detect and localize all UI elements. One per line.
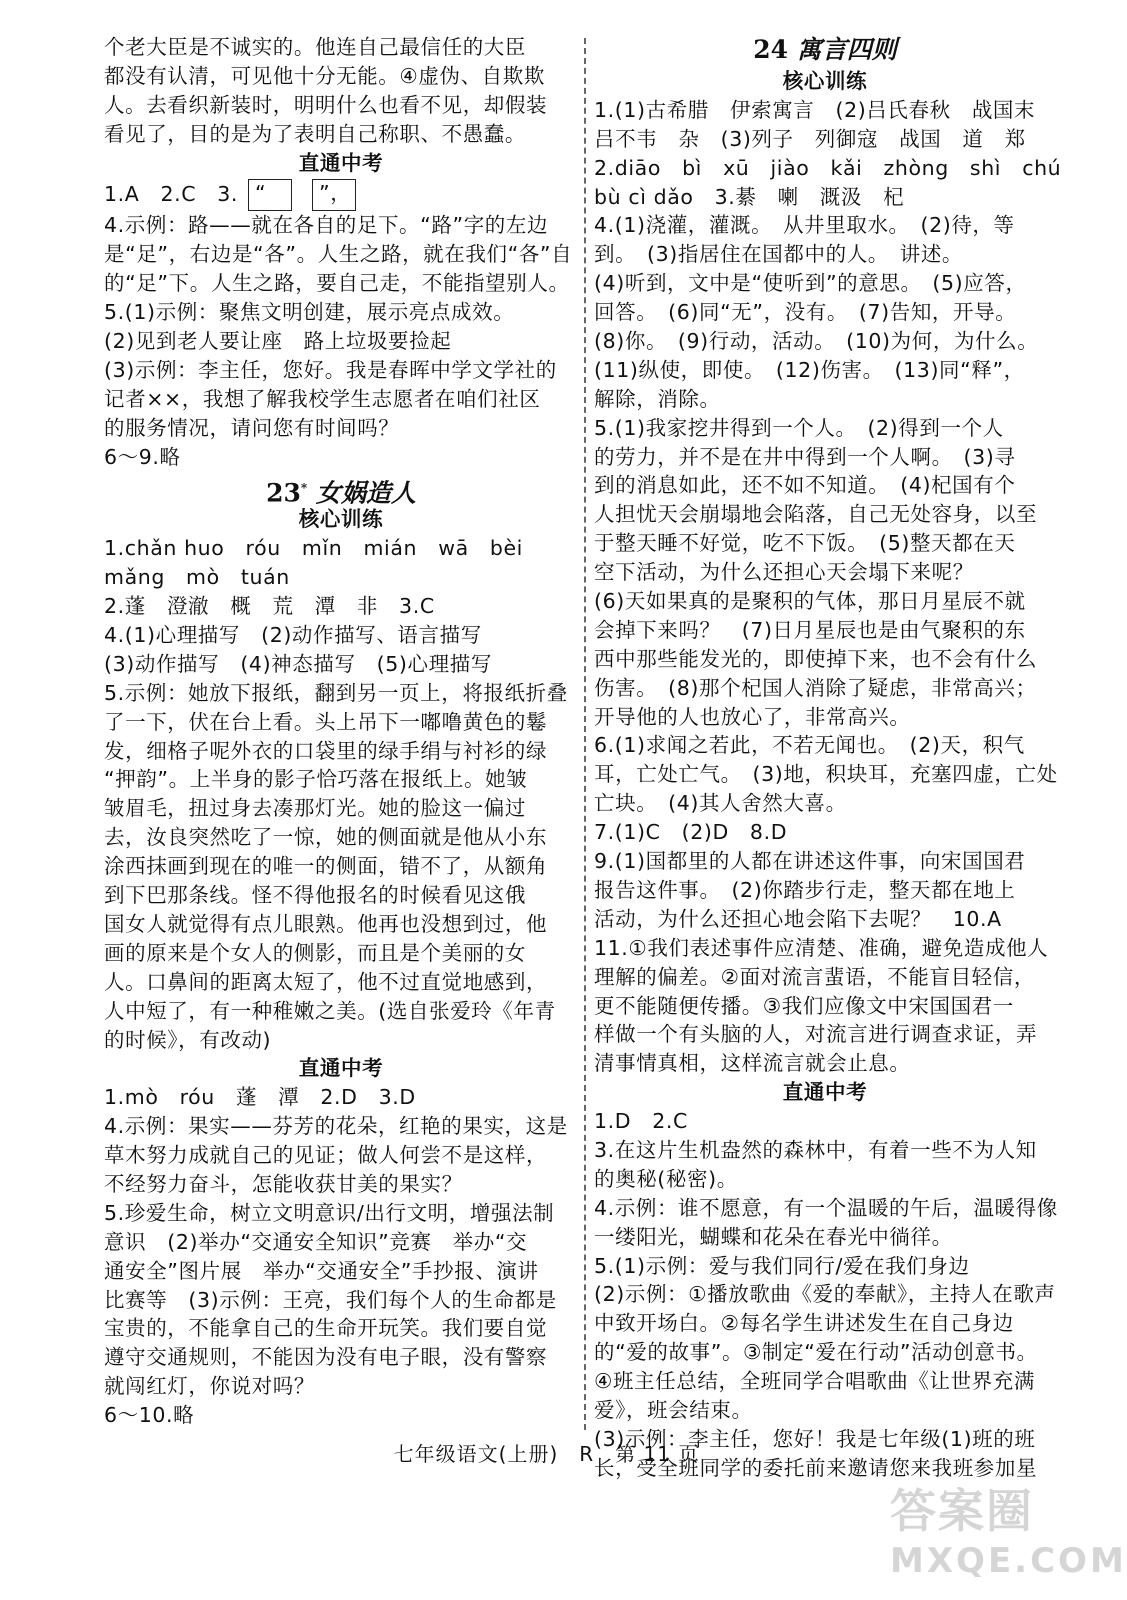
lesson-number: 24 — [753, 35, 789, 64]
text-line: 画的原来是个女人的侧影，而且是个美丽的女 — [104, 940, 526, 965]
answer-text: 1.A 2.C 3. — [104, 182, 239, 207]
text-line: 4.示例：谁不愿意，有一个温暖的午后，温暖得像 — [594, 1195, 1058, 1220]
text-line: 伤害。 (8)那个杞国人消除了疑虑，非常高兴； — [594, 675, 1037, 700]
text-line: 不经努力奋斗，怎能收获甘美的果实？ — [104, 1171, 463, 1196]
text-line: 1.D 2.C — [594, 1109, 688, 1134]
lesson-name: 寓言四则 — [796, 35, 897, 64]
watermark-title: 答案圈 — [890, 1484, 1034, 1538]
section-heading: 核心训练 — [782, 69, 868, 93]
text-line: 样做一个有头脑的人，对流言进行调查求证，弄 — [594, 1022, 1038, 1047]
text-line: 中致开场白。②每名学生讲述发生在自己身边 — [594, 1311, 1014, 1336]
text-line: (3)动作描写 (4)神态描写 (5)心理描写 — [104, 651, 492, 676]
text-line: (3)示例：李主任，您好！我是七年级(1)班的班 — [594, 1426, 1036, 1451]
text-line: 5.(1)示例：聚焦文明创建，展示亮点成效。 — [104, 300, 515, 325]
text-line: 记者××，我想了解我校学生志愿者在咱们社区 — [104, 386, 541, 411]
text-line: 4.(1)心理描写 (2)动作描写、语言描写 — [104, 623, 482, 648]
text-line: 回答。 (6)同“无”，没有。 (7)告知，开导。 — [594, 300, 1017, 325]
text-line: 1.chǎn huo róu mǐn mián wā bèi — [104, 536, 523, 561]
punctuation-box: ”， — [312, 179, 356, 211]
text-line: 9.(1)国都里的人都在讲述这件事，向宋国国君 — [594, 849, 1026, 874]
section-heading: 直通中考 — [782, 1080, 868, 1105]
text-line: 是“足”，右边是“各”。人生之路，就在我们“各”自 — [104, 242, 573, 267]
text-line: 亡块。 (4)其人舍然大喜。 — [594, 791, 847, 816]
text-line: 4.示例：路——就在各自的足下。“路”字的左边 — [104, 213, 549, 238]
text-line: 草木努力成就自己的见证；做人何尝不是这样， — [104, 1143, 548, 1168]
text-line: 4.(1)浇灌，灌溉。 从井里取水。 (2)待，等 — [594, 213, 1015, 238]
text-line: 的服务情况，请问您有时间吗？ — [104, 415, 400, 440]
text-line: 一缕阳光，蝴蝶和花朵在春光中徜徉。 — [594, 1224, 953, 1249]
text-line: (11)纵使，即使。 (12)伤害。 (13)同“释”， — [594, 357, 1025, 382]
text-line: 的劳力，并不是在井中得到一个人啊。 (3)寻 — [594, 444, 1016, 469]
text-line: 4.示例：果实——芬芳的花朵，红艳的果实，这是 — [104, 1114, 568, 1139]
lesson-title — [104, 471, 578, 508]
text-line: 都没有认清，可见他十分无能。④虚伪、自欺欺 — [104, 63, 545, 88]
text-line: (2)示例：①播放歌曲《爱的奉献》，主持人在歌声 — [594, 1282, 1056, 1307]
text-line: “押韵”。上半身的影子恰巧落在报纸上。她皱 — [104, 767, 528, 792]
text-line: 耳，亡处亡气。 (3)地，积块耳，充塞四虚，亡处 — [594, 762, 1058, 787]
text-line: mǎng mò tuán — [104, 565, 290, 590]
column-divider — [584, 38, 586, 1430]
text-line: (3)示例：李主任，您好。我是春晖中学文学社的 — [104, 357, 557, 382]
text-line: 皱眉毛，扭过身去凑那灯光。她的脸这一偏过 — [104, 796, 526, 821]
text-line: ④班主任总结，全班同学合唱歌曲《让世界充满 — [594, 1369, 1035, 1394]
text-line: 了一下，伏在台上看。头上吊下一嘟噜黄色的鬈 — [104, 709, 548, 734]
text-line: 的奥秘(秘密)。 — [594, 1166, 738, 1191]
text-line: 的“爱的故事”。③制定“爱在行动”活动创意书。 — [594, 1340, 1038, 1365]
text-line: (2)见到老人要让座 路上垃圾要捡起 — [104, 329, 452, 354]
text-line: 1.(1)古希腊 伊索寓言 (2)吕氏春秋 战国末 — [594, 97, 1036, 122]
section-heading: 直通中考 — [298, 1056, 384, 1081]
text-line: 3.在这片生机盎然的森林中，有着一些不为人知 — [594, 1137, 1037, 1162]
text-line: (8)你。 (9)行动，活动。 (10)为何，为什么。 — [594, 329, 1039, 354]
text-line: 5.(1)示例：爱与我们同行/爱在我们身边 — [594, 1253, 970, 1278]
text-line: 看见了，目的是为了表明自己称职、不愚蠢。 — [104, 121, 526, 146]
section-heading: 核心训练 — [298, 507, 384, 532]
text-line: 7.(1)C (2)D 8.D — [594, 820, 788, 845]
text-line: 报告这件事。 (2)你踏步行走，整天都在地上 — [594, 877, 1016, 902]
text-line: 清事情真相，这样流言就会止息。 — [594, 1051, 911, 1076]
text-line: 理解的偏差。②面对流言蜚语，不能盲目轻信， — [594, 964, 1035, 989]
lesson-name: 女娲造人 — [315, 478, 416, 508]
text-line: 6.(1)求闻之若此，不若无闻也。 (2)天，积气 — [594, 733, 1025, 758]
text-line: 于整天睡不好觉，吃不下饭。 (5)整天都在天 — [594, 531, 1016, 556]
text-line: 遵守交通规则，不能因为没有电子眼，没有警察 — [104, 1345, 548, 1370]
text-line: 到下巴那条线。怪不得他报名的时候看见这俄 — [104, 883, 526, 908]
text-line: 解除，消除。 — [594, 386, 721, 411]
punctuation-box: “ — [248, 179, 292, 211]
left-column — [104, 33, 578, 1430]
text-line: 会掉下来吗？ (7)日月星辰也是由气聚积的东 — [594, 617, 1026, 642]
text-line: 6～10.略 — [104, 1403, 195, 1428]
lesson-number: 23 — [266, 478, 301, 508]
text-line: (4)听到，文中是“使听到”的意思。 (5)应答， — [594, 271, 1027, 296]
text-line: 人担忧天会崩塌地会陷落，自己无处容身，以至 — [594, 502, 1038, 527]
watermark-url: MXQE.COM — [890, 1541, 1127, 1581]
text-line: 个老大臣是不诚实的。他连自己最信任的大臣 — [104, 35, 526, 59]
text-line: 意识 (2)举办“交通安全知识”竞赛 举办“交 — [104, 1229, 528, 1254]
text-line: 2.蓬 澄澈 概 荒 潭 非 3.C — [104, 594, 435, 619]
text-line: 吕不韦 杂 (3)列子 列御寇 战国 道 郑 — [594, 126, 1026, 151]
text-line: 国女人就觉得有点儿眼熟。他再也没想到过，他 — [104, 911, 548, 936]
text-line: 5.(1)我家挖井得到一个人。 (2)得到一个人 — [594, 415, 1004, 440]
text-line: 去，汝良突然吃了一惊，她的侧面就是他从小东 — [104, 825, 548, 850]
text-line: 长，受全班同学的委托前来邀请您来我班参加星 — [594, 1455, 1038, 1480]
section-heading: 直通中考 — [298, 150, 384, 175]
text-line: 发，细格子呢外衣的口袋里的绿手绢与衬衫的绿 — [104, 738, 548, 763]
text-line: 涂西抹画到现在的唯一的侧面，错不了，从额角 — [104, 854, 548, 879]
text-line: 人。去看织新装时，明明什么也看不见，却假装 — [104, 92, 548, 117]
text-line: 空下活动，为什么还担心天会塌下来呢？ — [594, 560, 974, 585]
text-line: 开导他的人也放心了，非常高兴。 — [594, 704, 911, 729]
text-line: bù cì dǎo 3.綦 喇 溉汲 杞 — [594, 184, 905, 209]
text-line: (6)天如果真的是聚积的气体，那日月星辰不就 — [594, 589, 1026, 614]
answer-line-with-boxes — [104, 177, 578, 211]
lesson-title — [594, 33, 1056, 67]
text-line: 的“足”下。人生之路，要自己走，不能指望别人。 — [104, 271, 570, 296]
text-line: 人中短了，有一种稚嫩之美。(选自张爱玲《年青 — [104, 998, 556, 1023]
text-line: 西中那些能发光的，即使掉下来，也不会有什么 — [594, 646, 1038, 671]
text-line: 宝贵的，不能拿自己的生命开玩笑。我们要自觉 — [104, 1316, 548, 1341]
text-line: 5.示例：她放下报纸，翻到另一页上，将报纸折叠 — [104, 680, 568, 705]
text-line: 通安全”图片展 举办“交通安全”手抄报、演讲 — [104, 1258, 539, 1283]
text-line: 1.mò róu 蓬 潭 2.D 3.D — [104, 1085, 416, 1110]
text-line: 活动，为什么还担心地会陷下去呢？ 10.A — [594, 906, 1002, 931]
text-line: 11.①我们表述事件应清楚、准确，避免造成他人 — [594, 935, 1049, 960]
text-line: 2.diāo bì xū jiào kǎi zhòng shì chú — [594, 155, 1062, 180]
text-line: 就闯红灯，你说对吗？ — [104, 1374, 315, 1399]
text-line: 人。口鼻间的距离太短了，他不过直觉地感到， — [104, 969, 548, 994]
text-line: 到的消息如此，还不如不知道。 (4)杞国有个 — [594, 473, 1016, 498]
page-footer: 七年级语文(上册) R 第 11 页 — [393, 1442, 700, 1466]
right-column — [594, 33, 1062, 1483]
watermark-logo — [890, 1475, 1127, 1590]
text-line: 到。 (3)指居住在国都中的人。 讲述。 — [594, 242, 964, 267]
text-line: 5.珍爱生命，树立文明意识/出行文明，增强法制 — [104, 1200, 555, 1225]
text-line: 6～9.略 — [104, 444, 181, 469]
text-line: 比赛等 (3)示例：王亮，我们每个人的生命都是 — [104, 1287, 557, 1312]
lesson-star-mark: * — [300, 481, 308, 496]
text-line: 爱》，班会结束。 — [594, 1397, 753, 1422]
text-line: 更不能随便传播。③我们应像文中宋国国君一 — [594, 993, 1014, 1018]
text-line: 的时候》，有改动) — [104, 1027, 272, 1052]
